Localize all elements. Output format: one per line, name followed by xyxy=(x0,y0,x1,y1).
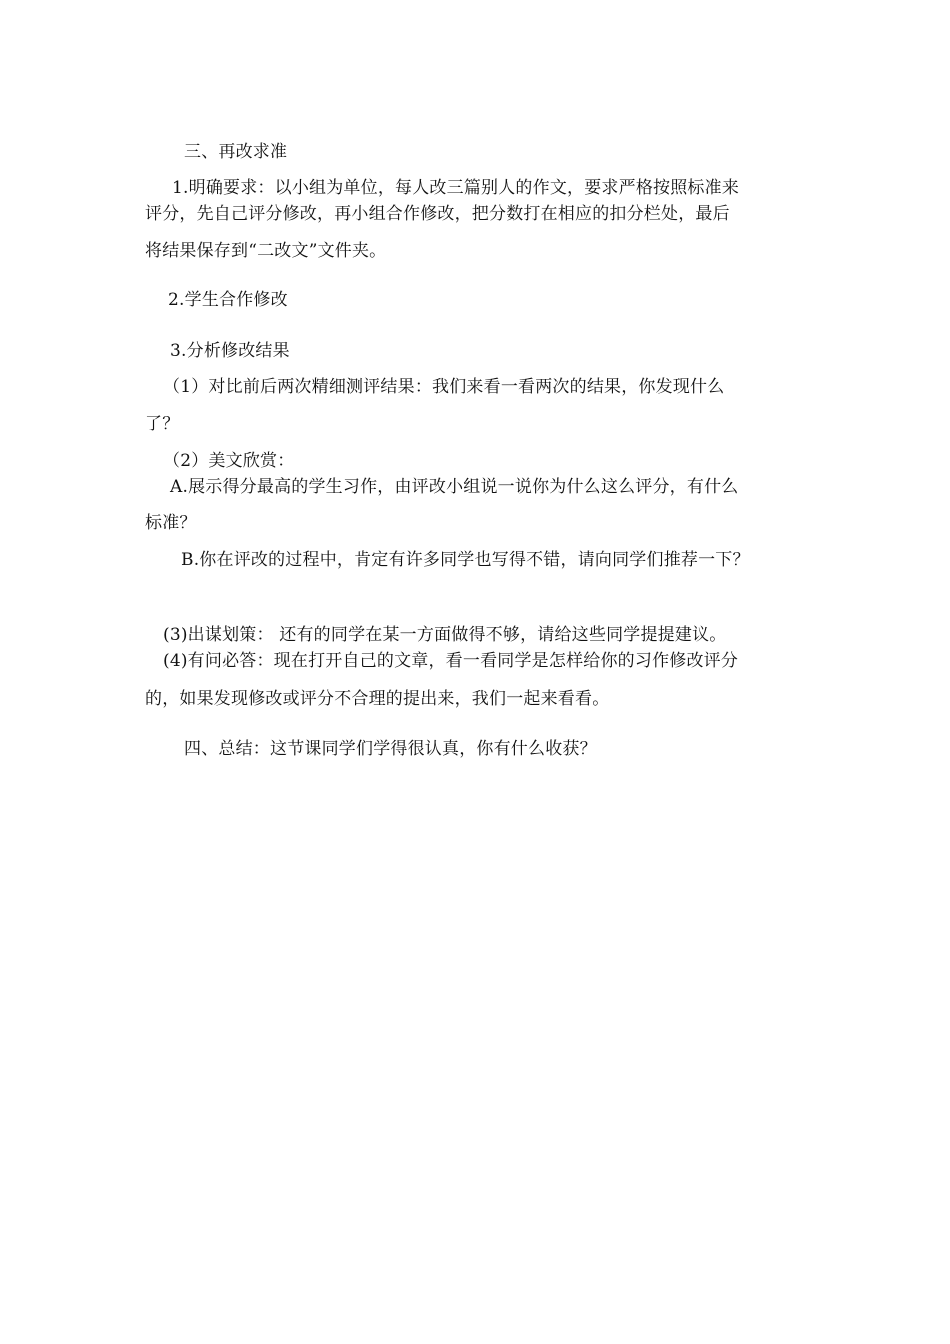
sub-1-line-1: （1）对比前后两次精细测评结果：我们来看一看两次的结果，你发现什么 xyxy=(163,377,725,397)
sub-4-line-2: 的，如果发现修改或评分不合理的提出来，我们一起来看看。 xyxy=(145,689,610,709)
sub-2b: B.你在评改的过程中，肯定有许多同学也写得不错，请向同学们推荐一下？ xyxy=(181,550,750,570)
item-1-line-1: 1.明确要求：以小组为单位，每人改三篇别人的作文，要求严格按照标准来 xyxy=(172,178,740,198)
sub-4-line-1: (4)有问必答：现在打开自己的文章，看一看同学是怎样给你的习作修改评分 xyxy=(163,651,739,671)
sub-1-line-2: 了？ xyxy=(145,414,180,434)
section-heading-3: 三、再改求准 xyxy=(184,142,288,162)
sub-2a-line-1: A.展示得分最高的学生习作，由评改小组说一说你为什么这么评分，有什么 xyxy=(170,477,739,497)
item-1-line-2: 评分，先自己评分修改，再小组合作修改，把分数打在相应的扣分栏处，最后 xyxy=(145,204,730,224)
item-2: 2.学生合作修改 xyxy=(168,290,288,310)
sub-2a-line-2: 标准？ xyxy=(145,513,197,533)
sub-3: (3)出谋划策： 还有的同学在某一方面做得不够，请给这些同学提提建议。 xyxy=(163,625,727,645)
item-3: 3.分析修改结果 xyxy=(170,341,290,361)
sub-2: （2）美文欣赏： xyxy=(163,451,295,471)
section-heading-4: 四、总结：这节课同学们学得很认真，你有什么收获？ xyxy=(184,739,597,759)
item-1-line-3: 将结果保存到“二改文”文件夹。 xyxy=(145,241,387,261)
